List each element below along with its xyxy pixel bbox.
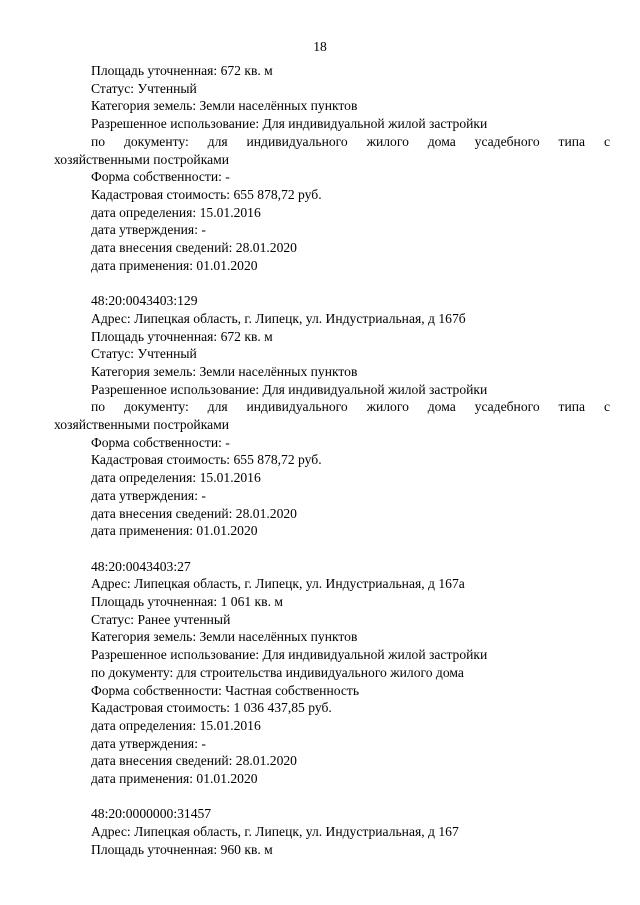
- application-date-line: дата применения: 01.01.2020: [91, 523, 258, 539]
- land-plot-record: [54, 805, 610, 858]
- entry-date-line: дата внесения сведений: 28.01.2020: [91, 753, 297, 769]
- document-body: [54, 62, 610, 859]
- area-line: Площадь уточненная: 672 кв. м: [91, 328, 273, 344]
- permitted-use-line: Разрешенное использование: Для индивидуальной жилой застройки: [91, 381, 488, 397]
- area-line: Площадь уточненная: 960 кв. м: [91, 841, 273, 857]
- permitted-use-line: Разрешенное использование: Для индивидуальной жилой застройки: [91, 647, 488, 663]
- ownership-line: Форма собственности: Частная собственность: [91, 682, 360, 698]
- permitted-use-line: Разрешенное использование: Для индивидуальной жилой застройки: [91, 116, 488, 132]
- land-category-line: Категория земель: Земли населённых пунктов: [91, 629, 358, 645]
- land-plot-record: [54, 292, 610, 540]
- application-date-line: дата применения: 01.01.2020: [91, 771, 258, 787]
- status-line: Статус: Учтенный: [91, 80, 197, 96]
- status-line: Статус: Ранее учтенный: [91, 611, 231, 627]
- cadastral-number: 48:20:0043403:129: [91, 293, 198, 309]
- determination-date-line: дата определения: 15.01.2016: [91, 204, 261, 220]
- determination-date-line: дата определения: 15.01.2016: [91, 470, 261, 486]
- cadastral-value-line: Кадастровая стоимость: 655 878,72 руб.: [91, 186, 322, 202]
- document-use-line: по документу: для индивидуального жилого дома усадебного типа с: [91, 133, 610, 149]
- block-spacer: [54, 540, 610, 558]
- cadastral-number: 48:20:0043403:27: [91, 558, 191, 574]
- entry-date-line: дата внесения сведений: 28.01.2020: [91, 505, 297, 521]
- ownership-line: Форма собственности: -: [91, 434, 230, 450]
- area-line: Площадь уточненная: 1 061 кв. м: [91, 594, 283, 610]
- status-line: Статус: Учтенный: [91, 346, 197, 362]
- approval-date-line: дата утверждения: -: [91, 487, 206, 503]
- area-line: Площадь уточненная: 672 кв. м: [91, 63, 273, 78]
- approval-date-line: дата утверждения: -: [91, 222, 206, 238]
- document-use-continuation: хозяйственными постройками: [54, 417, 230, 433]
- address-line: Адрес: Липецкая область, г. Липецк, ул. Индустриальная, д 167б: [91, 310, 466, 326]
- application-date-line: дата применения: 01.01.2020: [91, 257, 258, 273]
- address-line: Адрес: Липецкая область, г. Липецк, ул. Индустриальная, д 167: [91, 824, 459, 840]
- cadastral-value-line: Кадастровая стоимость: 655 878,72 руб.: [91, 452, 322, 468]
- block-spacer: [54, 274, 610, 292]
- cadastral-value-line: Кадастровая стоимость: 1 036 437,85 руб.: [91, 700, 332, 716]
- land-category-line: Категория земель: Земли населённых пунктов: [91, 98, 358, 114]
- address-line: Адрес: Липецкая область, г. Липецк, ул. Индустриальная, д 167а: [91, 576, 465, 592]
- document-use-line: по документу: для строительства индивидуального жилого дома: [91, 664, 464, 680]
- land-plot-record: [54, 558, 610, 788]
- cadastral-number: 48:20:0000000:31457: [91, 806, 212, 822]
- ownership-line: Форма собственности: -: [91, 169, 230, 185]
- document-use-line: по документу: для индивидуального жилого дома усадебного типа с: [91, 399, 610, 415]
- entry-date-line: дата внесения сведений: 28.01.2020: [91, 240, 297, 256]
- page-number: 18: [313, 39, 327, 54]
- land-category-line: Категория земель: Земли населённых пунктов: [91, 363, 358, 379]
- document-use-continuation: хозяйственными постройками: [54, 151, 230, 167]
- block-spacer: [54, 788, 610, 806]
- approval-date-line: дата утверждения: -: [91, 735, 206, 751]
- determination-date-line: дата определения: 15.01.2016: [91, 717, 261, 733]
- land-plot-record: [54, 62, 610, 274]
